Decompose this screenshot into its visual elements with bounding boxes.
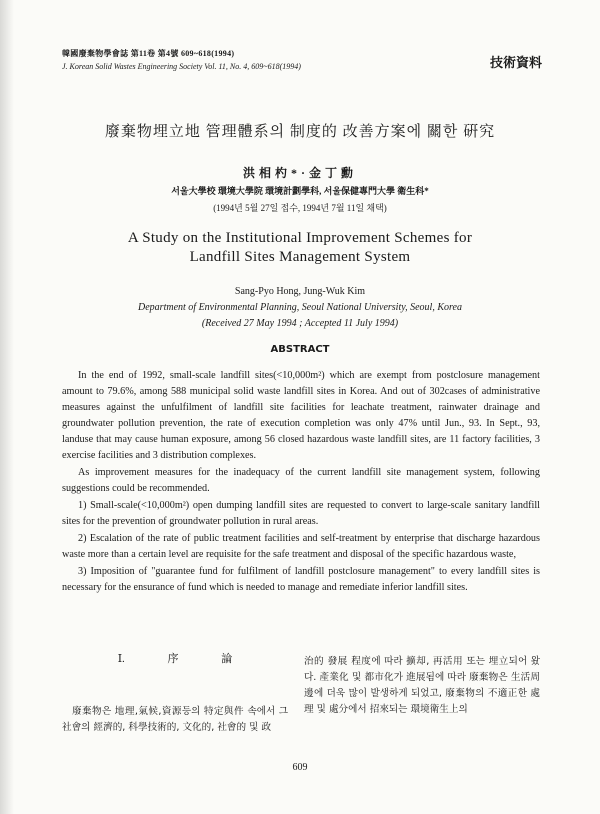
abstract-paragraph: 1) Small-scale(<10,000m²) open dumping landfill sites are requested to convert to large-scale sanitary landfill sites for the prevention of groundwater pollution in rural areas. [62, 500, 540, 527]
section-heading-introduction: Ⅰ. 序 論 [117, 653, 233, 665]
abstract-paragraph: In the end of 1992, small-scale landfill sites(<10,000m²) which are exempt from postclosure management amount to 79.6%, among 588 municipal solid waste landfill sites in Korea. And out of 302cases of administrative measures against the unfulfilment of landfill site facilities for leachate treatment, rainwater drainage and groundwater pollution prevention, the rate of execution completion was only 47% until Jun., 93. In Sept., 93, landuse that may cause human exposure, among 56 closed hazardous waste landfill sites, are 11 factory facilities, 3 exercise facilities and 3 distribution complexes. [62, 370, 540, 461]
title-korean: 廢棄物埋立地 管理體系의 制度的 改善方案에 關한 硏究 [104, 124, 496, 140]
title-english-line1: A Study on the Institutional Improvement Schemes for [127, 230, 473, 246]
abstract-body [62, 368, 540, 597]
body-column-left: 廢棄物은 地理,氣候,資源등의 特定與件 속에서 그 社會의 經濟的, 科學技術的, 文化的, 社會的 및 政 [62, 706, 288, 733]
page-number: 609 [292, 762, 308, 773]
dates-english: (Received 27 May 1994 ; Accepted 11 July 1994) [201, 318, 399, 329]
abstract-paragraph: 2) Escalation of the rate of public treatment facilities and self-treatment by enterprise that discharge hazardous waste more than a certain level are requisite for the safe treatment and disposal of the specific hazardous waste, [62, 533, 540, 560]
title-english-line2: Landfill Sites Management System [189, 249, 411, 265]
dates-korean: (1994년 5월 27일 접수, 1994년 7월 11일 채택) [213, 203, 387, 213]
affiliation-korean: 서울大學校 環境大學院 環境計劃學科, 서울保健專門大學 衛生科* [171, 186, 429, 196]
body-column-right: 治的 發展 程度에 따라 擴却, 再活用 또는 埋立되어 왔다. 產業化 및 都市化가 進展됨에 따라 廢棄物은 生活周邊에 더욱 많이 발생하게 되었고, 廢棄物의 不適正한 處理 및 處分에서 招來되는 環境衛生上의 [304, 656, 540, 715]
affiliation-english: Department of Environmental Planning, Seoul National University, Seoul, Korea [138, 302, 462, 313]
authors-english: Sang-Pyo Hong, Jung-Wuk Kim [234, 286, 366, 297]
section-tag: 技術資料 [489, 56, 542, 71]
abstract-paragraph: As improvement measures for the inadequacy of the current landfill site management system, following suggestions could be recommended. [62, 467, 540, 494]
authors-korean: 洪相杓*·金丁勳 [242, 166, 357, 180]
abstract-paragraph: 3) Imposition of "guarantee fund for fulfilment of landfill postclosure management" to every landfill sites is necessary for the ensurance of fund which is needed to manage and remediate inferior landfill sites. [62, 566, 540, 593]
title-english [0, 229, 600, 267]
journal-name-korean: 韓國廢棄物學會誌 第11卷 第4號 609~618(1994) [62, 49, 235, 58]
journal-name-english: J. Korean Solid Wastes Engineering Society Vol. 11, No. 4, 609~618(1994) [62, 62, 301, 71]
abstract-heading: ABSTRACT [270, 344, 330, 355]
